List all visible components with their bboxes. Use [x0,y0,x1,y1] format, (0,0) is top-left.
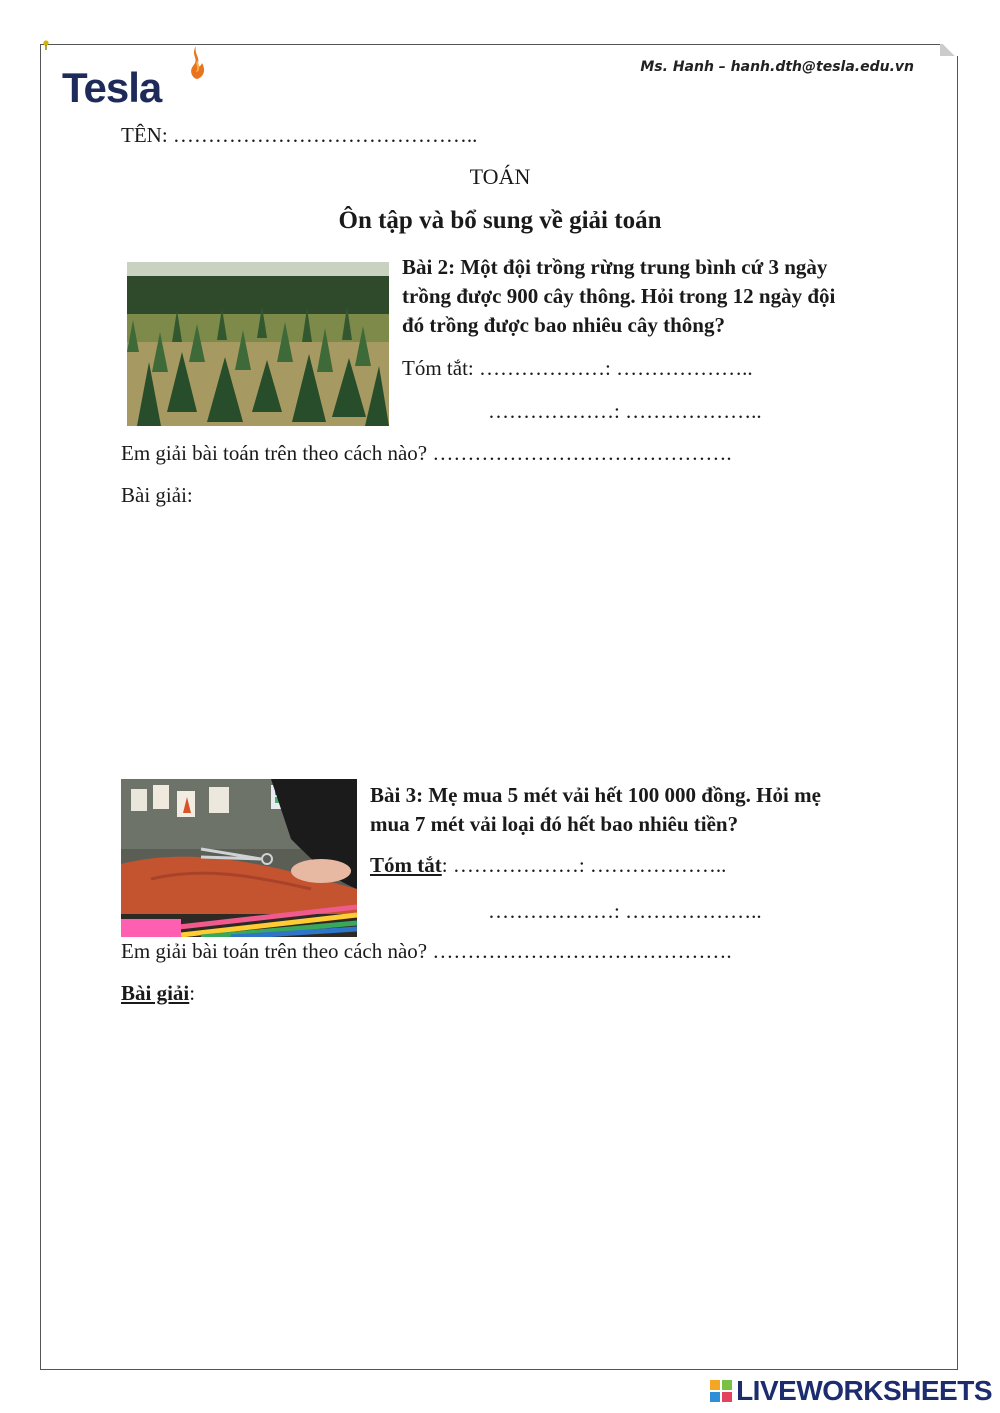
problem-2-label: Bài 2: [402,255,456,279]
problem-2-line-3: đó trồng được bao nhiêu cây thông? [402,313,725,337]
problem-3-line-2: mua 7 mét vải loại đó hết bao nhiêu tiền? [370,812,739,836]
problem-3-text [370,781,900,839]
problem-2-answer-area[interactable] [121,515,901,755]
problem-3-method-question[interactable]: Em giải bài toán trên theo cách nào? ……………………………………. [121,939,732,963]
summary-line-1[interactable]: ………………: ……………….. [479,356,753,380]
problem-2-method-question[interactable]: Em giải bài toán trên theo cách nào? ……………………………………. [121,441,732,465]
problem-2-summary [402,354,753,383]
page-fold-corner [940,44,958,56]
problem-2-line-2: trồng được 900 cây thông. Hỏi trong 12 ngày đội [402,284,836,308]
logo-text: Tesla [62,64,162,111]
problem-2-summary-line-2[interactable]: ………………: ……………….. [488,399,762,423]
solution-label-colon: : [189,981,196,1005]
summary-label: Tóm tắt: [402,356,474,380]
solution-label-text: Bài giải [121,981,190,1005]
problem-2-text [402,253,902,340]
liveworksheets-icon [710,1380,732,1402]
flame-icon [184,46,208,80]
problem-3-line-1: Mẹ mua 5 mét vải hết 100 000 đồng. Hỏi mẹ [428,783,821,807]
summary-label: Tóm tắt [370,853,442,877]
page-title: Ôn tập và bổ sung về giải toán [338,207,662,234]
pine-forest-image [127,262,389,426]
school-logo [62,46,174,110]
name-line: TÊN: …………………………………….. [121,123,478,147]
problem-3-summary-line-2[interactable]: ………………: ……………….. [488,899,762,923]
problem-3-answer-area[interactable] [121,1015,901,1345]
liveworksheets-logo [710,1374,992,1408]
liveworksheets-brand: LIVEWORKSHEETS [736,1375,992,1406]
problem-2-line-1: Một đội trồng rừng trung bình cứ 3 ngày [460,255,828,279]
problem-3-summary [370,851,726,880]
problem-2-solution-label: Bài giải: [121,483,193,507]
problem-3-solution-label [121,979,195,1008]
fabric-cutting-image [121,779,357,937]
pin-icon [42,40,50,50]
summary-line-1[interactable]: : ………………: ……………….. [441,853,727,877]
author-contact: Ms. Hanh – hanh.dth@tesla.edu.vn [640,59,914,75]
problem-3-label: Bài 3: [370,783,424,807]
subject-heading: TOÁN [469,164,531,189]
